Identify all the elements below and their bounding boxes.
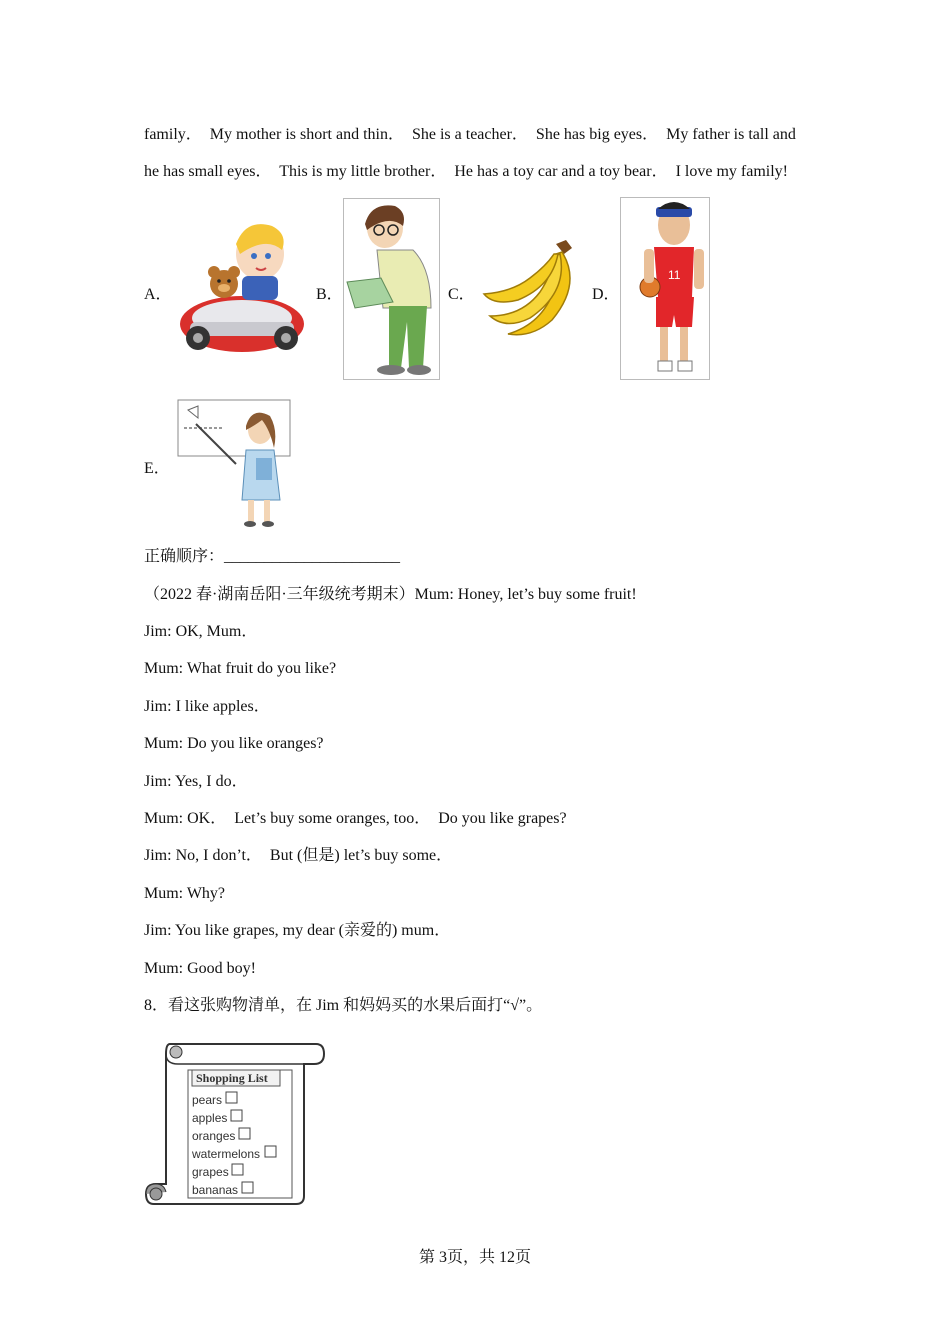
dialogue-line: Mum: OK． Let’s buy some oranges, too． Do you like grapes?: [144, 810, 567, 827]
option-d-label: D．: [592, 286, 620, 303]
watermelons-checkbox[interactable]: [265, 1146, 276, 1157]
question-8: 8．看这张购物清单，在 Jim 和妈妈买的水果后面打“√”。: [144, 997, 543, 1014]
shopping-list-item: pears: [192, 1093, 223, 1107]
option-c-label: C．: [448, 286, 475, 303]
option-a-label: A．: [144, 286, 172, 303]
dialogue-line: Jim: No, I don’t． But (但是) let’s buy some．: [144, 847, 453, 864]
dialogue-line: Jim: I like apples．: [144, 698, 270, 715]
dialogue-line: Jim: You like grapes, my dear (亲爱的) mum．: [144, 922, 451, 939]
shopping-list-item: oranges: [192, 1129, 236, 1143]
shopping-list-item: bananas: [192, 1183, 239, 1197]
shopping-list-item: apples: [192, 1111, 228, 1125]
shopping-list-item: grapes: [192, 1165, 229, 1179]
jersey-number: 11: [668, 268, 681, 282]
passage-line-1: family． My mother is short and thin． She is a teacher． She has big eyes． My father is tall and: [144, 126, 796, 143]
shopping-list-scroll: [144, 1040, 326, 1206]
shopping-list-item: watermelons: [192, 1147, 261, 1161]
bananas-checkbox[interactable]: [242, 1182, 253, 1193]
dialogue-line: Mum: What fruit do you like?: [144, 660, 337, 677]
bananas-image: [482, 234, 588, 344]
oranges-checkbox[interactable]: [239, 1128, 250, 1139]
dialogue-line: Mum: Good boy!: [144, 960, 256, 977]
teacher-at-board-image: [176, 396, 294, 532]
man-with-glasses-reading-image: [343, 198, 440, 380]
dialogue-line: Jim: Yes, I do．: [144, 773, 248, 790]
boy-in-toy-car-image: [176, 214, 308, 358]
shopping-list-title: Shopping List: [196, 1071, 268, 1085]
grapes-checkbox[interactable]: [232, 1164, 243, 1175]
dialogue-line: Mum: Do you like oranges?: [144, 735, 324, 752]
passage-line-2: he has small eyes． This is my little brother． He has a toy car and a toy bear． I love my family!: [144, 163, 788, 180]
option-e-label: E．: [144, 460, 170, 477]
basketball-player-image: [620, 197, 710, 380]
dialogue-line: Jim: OK, Mum．: [144, 623, 258, 640]
option-b-label: B．: [316, 286, 343, 303]
pears-checkbox[interactable]: [226, 1092, 237, 1103]
apples-checkbox[interactable]: [231, 1110, 242, 1121]
page-footer: 第 3页，共 12页: [418, 1249, 531, 1266]
dialogue-line: Mum: Why?: [144, 885, 226, 902]
answer-line: 正确顺序：______________________: [144, 548, 401, 565]
dialogue-intro: （2022 春·湖南岳阳·三年级统考期末）Mum: Honey, let’s buy some fruit!: [144, 586, 637, 603]
